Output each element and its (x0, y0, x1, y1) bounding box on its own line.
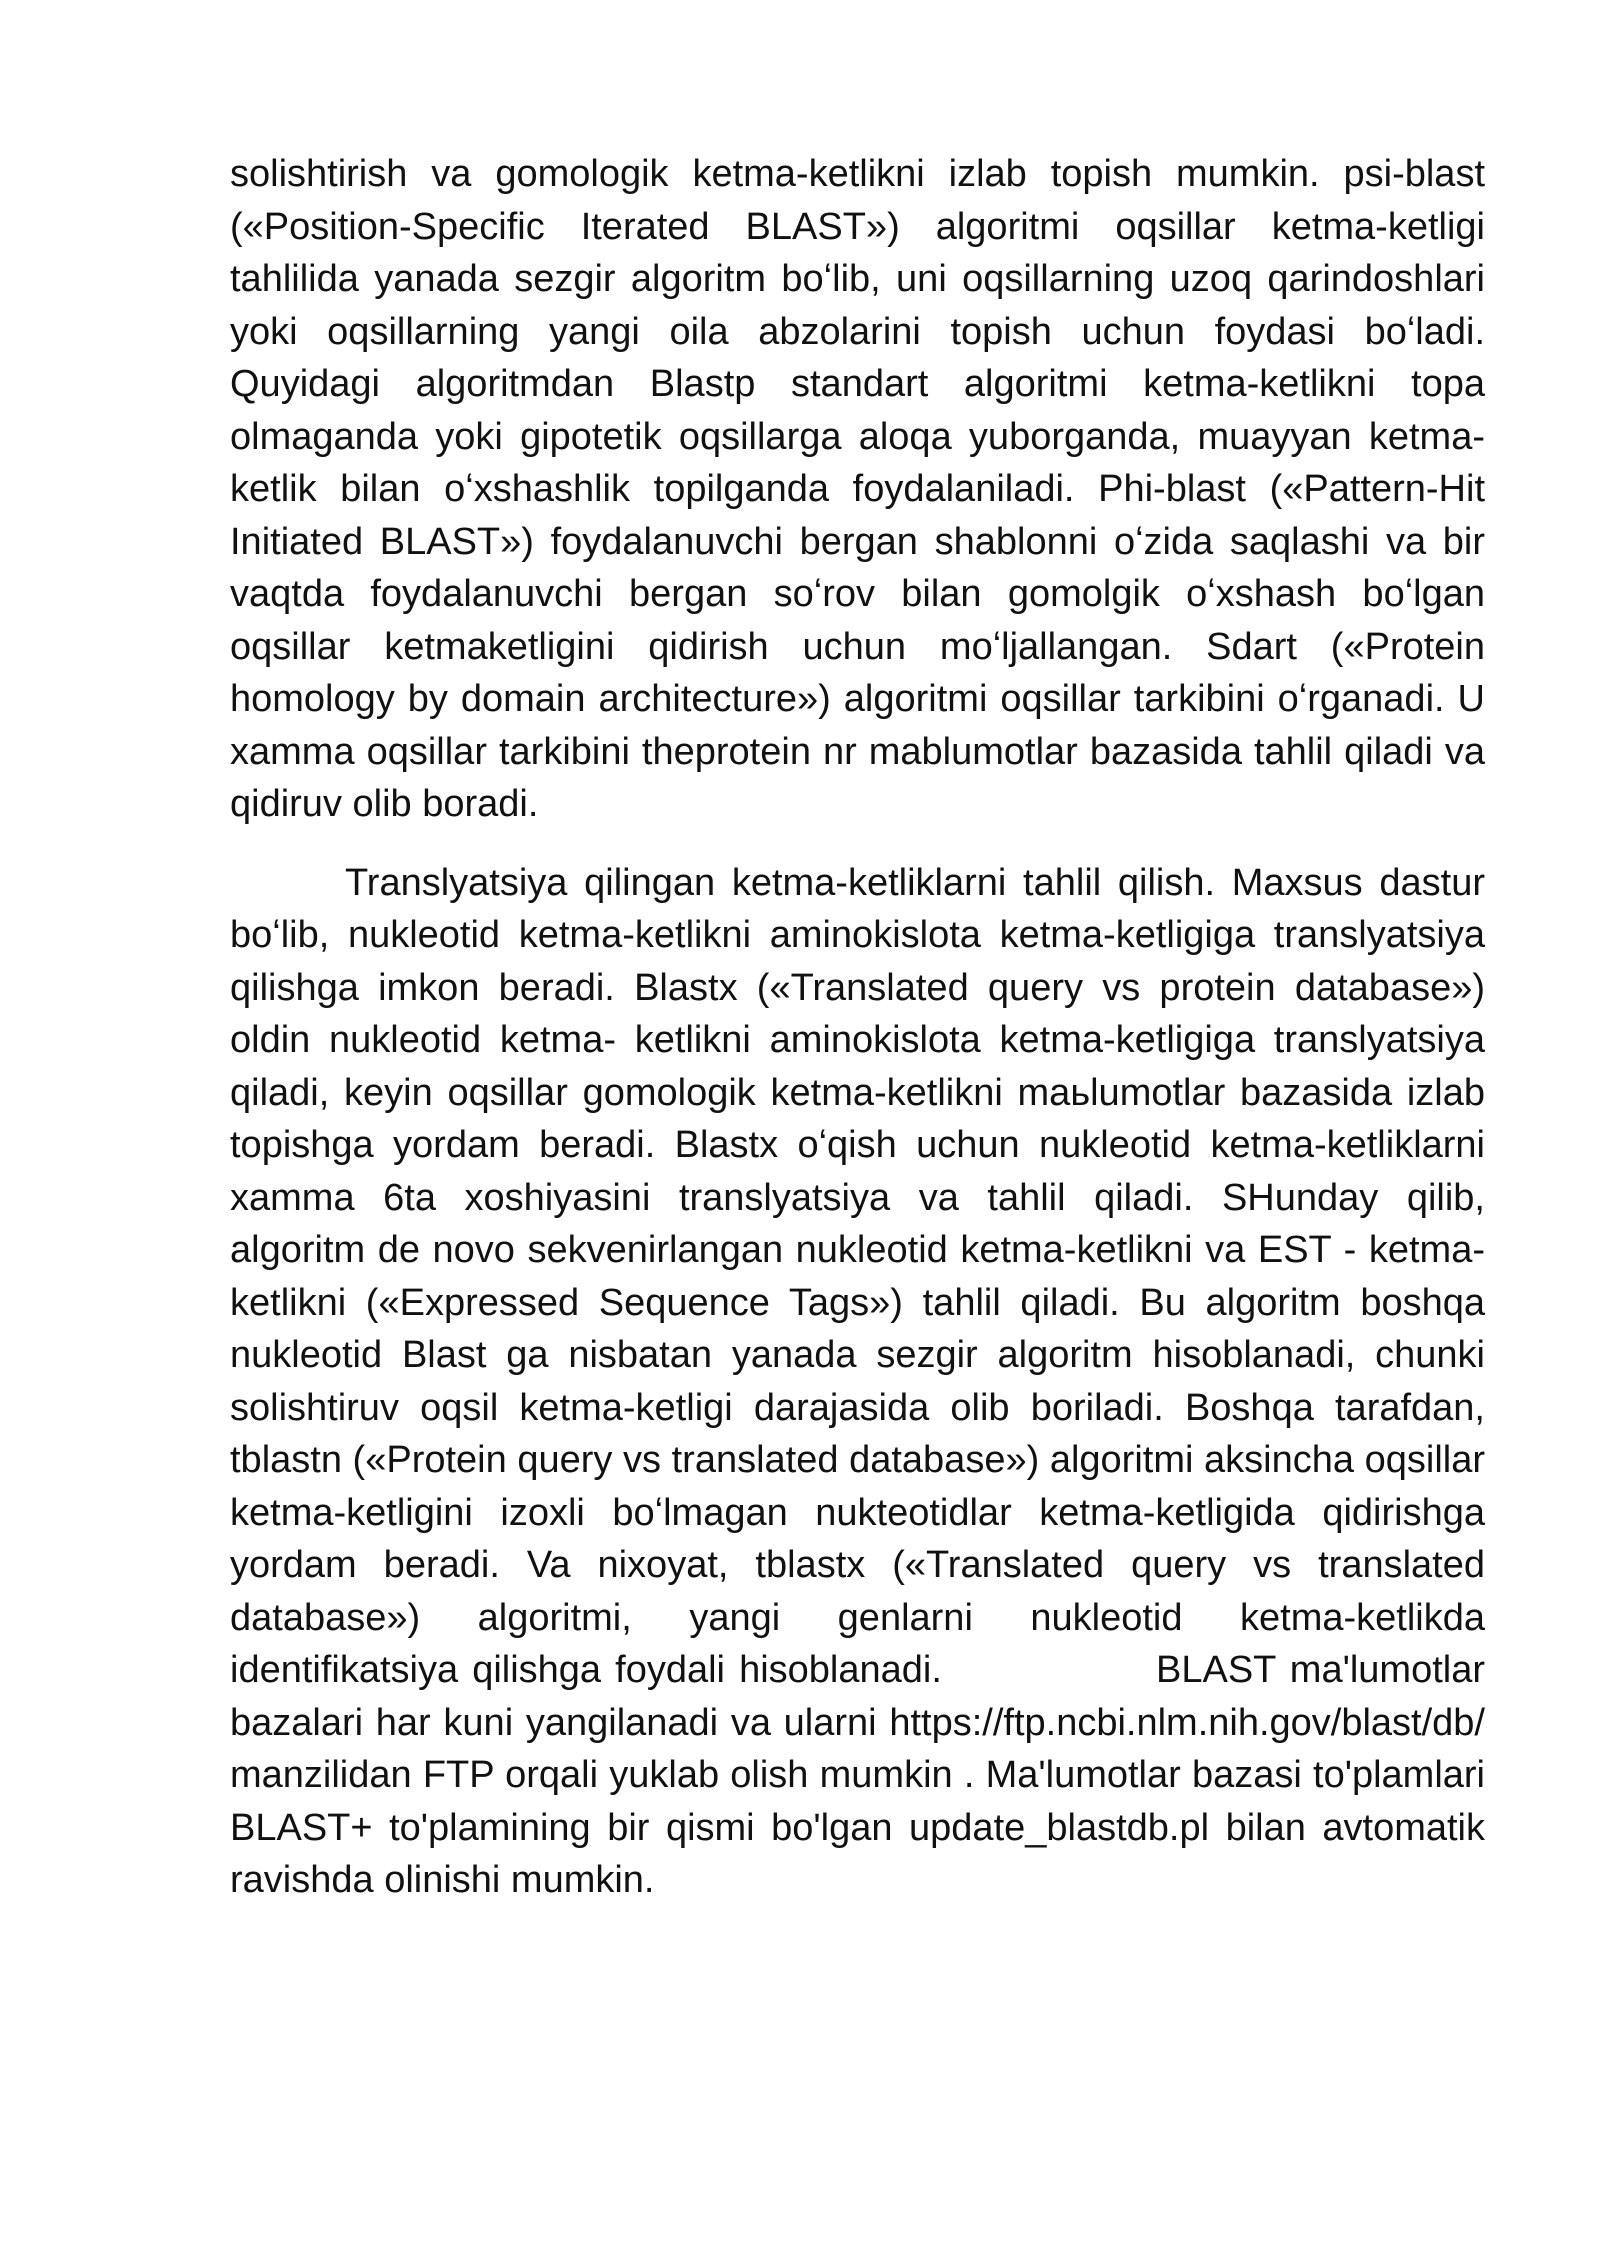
paragraph-blast-databases: BLAST ma'lumotlar bazalari har kuni yangilanadi va ularni https://ftp.ncbi.nlm.nih.gov/blast/db/ manzilidan FTP orqali yuklab olish mumkin . Ma'lumotlar bazasi to'plamlari BLAST+ to'plamining bir qismi bo'lgan update_blastdb.pl bilan avtomatik ravishda olinishi mumkin. (230, 1649, 1485, 1901)
translated-sequences-text: Translyatsiya qilingan ketma-ketliklarni tahlil qilish. Maxsus dastur boʻlib, nukleotid ketma-ketlikni aminokislota ketma-ketligiga translyatsiya qilishga imkon beradi. Blastx («Translated query vs protein database») oldin nukleotid ketma- ketlikni aminokislota ketma-ketligiga translyatsiya qiladi, keyin oqsillar gomologik ketma-ketlikni maьlumotlar bazasida izlab topishga yordam beradi. Blastx oʻqish uchun nukleotid ketma-ketliklarni xamma 6ta xoshiyasini translyatsiya va tahlil qiladi. SHunday qilib, algoritm de novo sekvenirlangan nukleotid ketma-ketlikni va EST - ketma-ketlikni («Expressed Sequence Tags») tahlil qiladi. Bu algoritm boshqa nukleotid Blast ga nisbatan yanada sezgir algoritm hisoblanadi, chunki solishtiruv oqsil ketma-ketligi darajasida olib boriladi. Boshqa tarafdan, tblastn («Protein query vs translated database») algoritmi aksincha oqsillar ketma-ketligini izoxli boʻlmagan nukteotidlar ketma-ketligida qidirishga yordam beradi. Va nixoyat, tblastx («Translated query vs translated database») algoritmi, yangi genlarni nukleotid ketma-ketlikda identifikatsiya qilishga foydali hisoblanadi. (230, 861, 1485, 1691)
paragraph-blast-algorithms: solishtirish va gomologik ketma-ketlikni izlab topish mumkin. psi-blast («Position-Specific Iterated BLAST») algoritmi oqsillar ketma-ketligi tahlilida yanada sezgir algoritm boʻlib, uni oqsillarning uzoq qarindoshlari yoki oqsillarning yangi oila abzolarini topish uchun foydasi boʻladi. Quyidagi algoritmdan Blastp standart algoritmi ketma-ketlikni topa olmaganda yoki gipotetik oqsillarga aloqa yuborganda, muayyan ketma-ketlik bilan oʻxshashlik topilganda foydalaniladi. Phi-blast («Pattern-Hit Initiated BLAST») foydalanuvchi bergan shablonni oʻzida saqlashi va bir vaqtda foydalanuvchi bergan soʻrov bilan gomolgik oʻxshash boʻlgan oqsillar ketmaketligini qidirish uchun moʻljallangan. Sdart («Protein homology by domain architecture») algoritmi oqsillar tarkibini oʻrganadi. U xamma oqsillar tarkibini theprotein nr mablumotlar bazasida tahlil qiladi va qidiruv olib boradi. (230, 153, 1485, 825)
paragraph-translated-sequences (230, 857, 1485, 1907)
body-text (230, 148, 1485, 1907)
